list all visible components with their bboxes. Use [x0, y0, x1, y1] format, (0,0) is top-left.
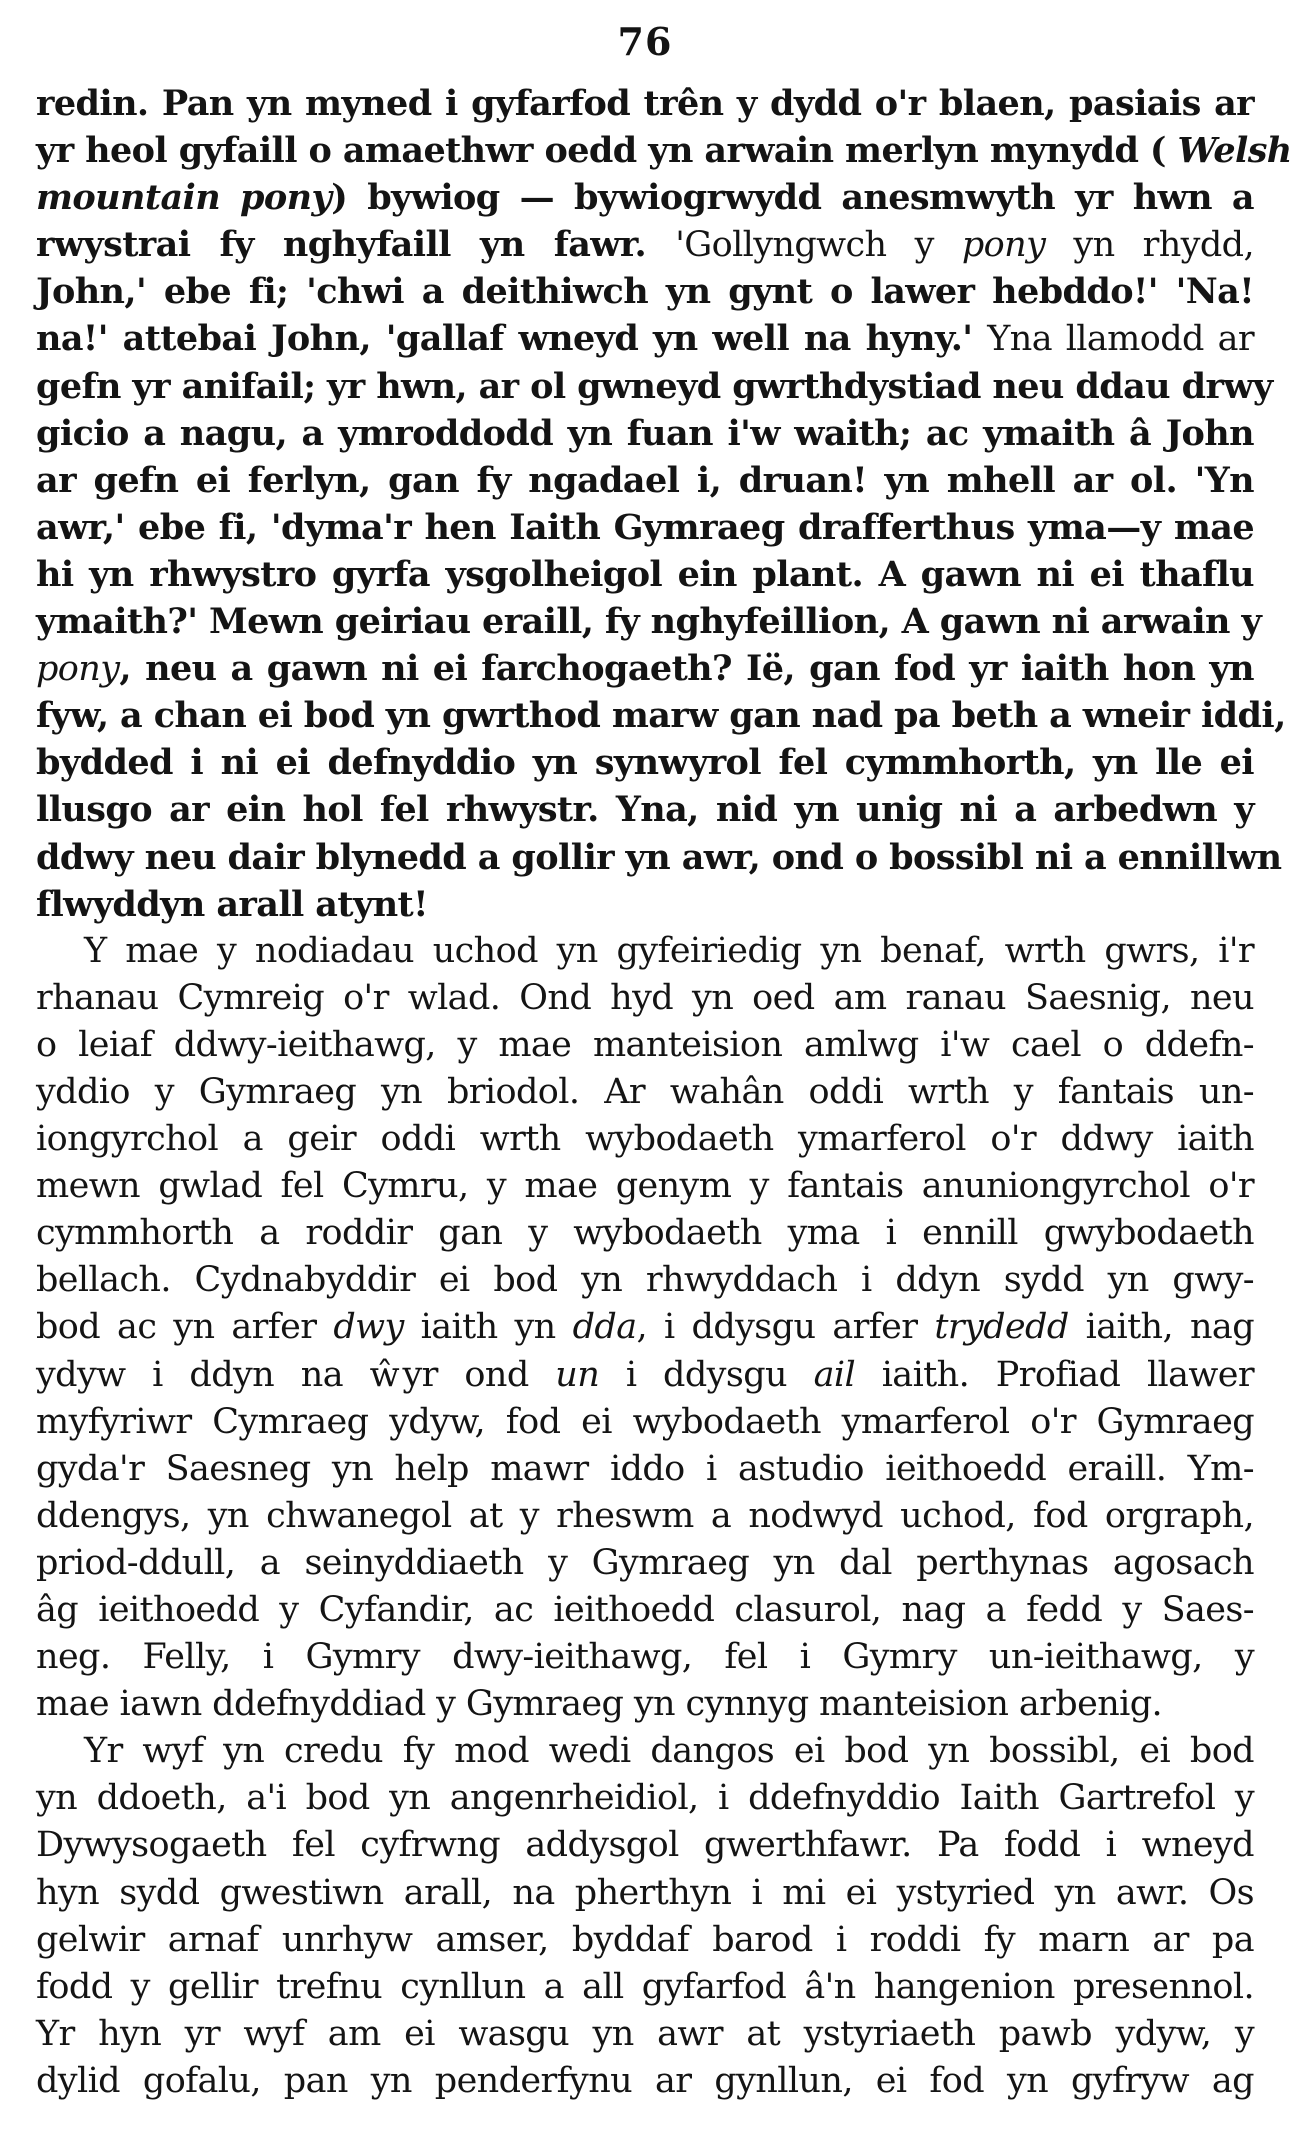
- text-segment: o leiaf ddwy-ieithawg, y mae manteision amlwg i'w cael o ddefn-: [36, 1024, 1254, 1065]
- text-segment: ymaith?' Mewn geiriau eraill, fy nghyfeillion, A gawn ni arwain y: [36, 601, 1262, 643]
- text-line: [36, 127, 1292, 174]
- text-segment: iaith, nag: [1068, 1307, 1254, 1348]
- text-segment: Yr wyf yn credu fy mod wedi dangos ei bod yn bossibl, ei bod: [84, 1731, 1254, 1772]
- text-segment: dylid gofalu, pan yn penderfynu ar gynllun, ei fod yn gyfryw ag: [36, 2060, 1254, 2101]
- text-segment: yn ddoeth, a'i bod yn angenrheidiol, i ddefnyddio Iaith Gartrefol y: [36, 1778, 1254, 1819]
- text-segment: yn rhydd,: [1045, 225, 1254, 266]
- text-line: [36, 1728, 1254, 1775]
- text-line: [36, 1399, 1254, 1446]
- text-line: [36, 1775, 1254, 1822]
- text-segment: bellach. Cydnabyddir ei bod yn rhwyddach i ddyn sydd yn gwy-: [36, 1260, 1254, 1301]
- text-segment: priod-ddull, a seinyddiaeth y Gymraeg yn dal perthynas agosach: [36, 1542, 1254, 1583]
- text-segment: Yna llamodd ar: [987, 319, 1254, 360]
- text-line: [36, 221, 1254, 268]
- text-segment: , neu a gawn ni ei farchogaeth? Ië, gan fod yr iaith hon yn: [119, 648, 1254, 690]
- text-line: [36, 786, 1254, 833]
- text-segment: myfyriwr Cymraeg ydyw, fod ei wybodaeth ymarferol o'r Gymraeg: [36, 1401, 1254, 1442]
- text-line: [36, 315, 1254, 362]
- text-segment: ydyw i ddyn na ŵyr ond: [36, 1354, 556, 1395]
- text-line: [36, 1022, 1254, 1069]
- text-line: [36, 504, 1254, 551]
- text-segment: llusgo ar ein hol fel rhwystr. Yna, nid yn unig ni a arbedwn y: [36, 789, 1254, 831]
- text-segment: yr heol gyfaill o amaethwr oedd yn arwain merlyn mynydd (: [36, 130, 1178, 172]
- text-segment: ddengys, yn chwanegol at y rheswm a nodwyd uchod, fod orgraph,: [36, 1495, 1254, 1536]
- text-segment: dda: [572, 1307, 637, 1348]
- text-line: [36, 1587, 1254, 1634]
- text-line: [36, 1352, 1254, 1399]
- text-line: [36, 1493, 1254, 1540]
- text-segment: âg ieithoedd y Cyfandir, ac ieithoedd clasurol, nag a fedd y Saes-: [36, 1590, 1254, 1630]
- text-segment: John,' ebe fi; 'chwi a deithiwch yn gynt o lawer hebddo!' 'Na!: [36, 271, 1254, 313]
- text-segment: neg. Felly, i Gymry dwy-ieithawg, fel i Gymry un-ieithawg, y: [36, 1637, 1254, 1678]
- text-line: [36, 410, 1254, 457]
- text-line: [36, 1304, 1254, 1351]
- text-line: [36, 457, 1254, 504]
- text-segment: hi yn rhwystro gyrfa ysgolheigol ein plant. A gawn ni ei thaflu: [36, 553, 1254, 595]
- text-segment: iaith yn: [403, 1307, 573, 1348]
- text-segment: un: [555, 1354, 600, 1395]
- text-line: [36, 1540, 1254, 1587]
- text-segment: cymmhorth a roddir gan y wybodaeth yma i ennill gwybodaeth: [36, 1213, 1254, 1254]
- text-line: [36, 2058, 1254, 2105]
- text-line: [36, 834, 1282, 881]
- text-line: [36, 1964, 1254, 2011]
- text-segment: rwystrai fy nghyfaill yn fawr.: [36, 224, 676, 266]
- text-line: [36, 598, 1262, 645]
- text-segment: trydedd: [934, 1307, 1069, 1348]
- text-segment: ddwy neu dair blynedd a gollir yn awr, ond o bossibl ni a ennillwn: [36, 836, 1282, 878]
- text-line: [36, 2011, 1254, 2058]
- book-page: [36, 0, 1292, 2136]
- body-text: [36, 80, 1292, 2105]
- text-segment: Dywysogaeth fel cyfrwng addysgol gwerthfawr. Pa fodd i wneyd: [36, 1825, 1254, 1866]
- text-segment: hyn sydd gwestiwn arall, na pherthyn i mi ei ystyried yn awr. Os: [36, 1872, 1254, 1913]
- text-segment: gelwir arnaf unrhyw amser, byddaf barod i roddi fy marn ar pa: [36, 1919, 1254, 1960]
- text-line: [36, 1681, 1254, 1728]
- text-line: [36, 1822, 1254, 1869]
- text-line: [36, 1163, 1254, 1210]
- text-line: [36, 1116, 1254, 1163]
- text-segment: bod ac yn arfer: [36, 1307, 334, 1348]
- text-segment: ar gefn ei ferlyn, gan fy ngadael i, druan! yn mhell ar ol. 'Yn: [36, 459, 1254, 501]
- text-line: [36, 1257, 1254, 1304]
- text-segment: mountain pony: [36, 177, 332, 219]
- text-segment: fodd y gellir trefnu cynllun a all gyfarfod â'n hangenion presennol.: [36, 1966, 1254, 2007]
- text-line: [36, 1917, 1254, 1964]
- text-segment: gefn yr anifail; yr hwn, ar ol gwneyd gwrthdystiad neu ddau drwy: [36, 365, 1273, 407]
- text-line: [36, 363, 1273, 410]
- text-line: [36, 975, 1254, 1022]
- text-segment: mewn gwlad fel Cymru, y mae genym y fantais anuniongyrchol o'r: [36, 1166, 1254, 1207]
- text-line: [36, 1446, 1254, 1493]
- text-segment: mae iawn ddefnyddiad y Gymraeg yn cynnyg manteision arbenig.: [36, 1684, 1163, 1725]
- text-segment: , i ddysgu arfer: [636, 1307, 935, 1348]
- text-line: [36, 1069, 1254, 1116]
- text-segment: Yr hyn yr wyf am ei wasgu yn awr at ystyriaeth pawb ydyw, y: [36, 2013, 1254, 2054]
- text-line: [36, 928, 1254, 975]
- text-segment: yddio y Gymraeg yn briodol. Ar wahân oddi wrth y fantais un-: [36, 1071, 1254, 1112]
- text-line: [36, 645, 1254, 692]
- text-segment: redin. Pan yn myned i gyfarfod trên y dydd o'r blaen, pasiais ar: [36, 83, 1254, 124]
- text-segment: iongyrchol a geir oddi wrth wybodaeth ymarferol o'r ddwy iaith: [36, 1119, 1254, 1160]
- page-number: 76: [617, 19, 673, 64]
- text-segment: ) bywiog — bywiogrwydd anesmwyth yr hwn a: [331, 177, 1254, 219]
- text-line: [36, 174, 1254, 221]
- text-segment: gicio a nagu, a ymroddodd yn fuan i'w waith; ac ymaith â John: [36, 412, 1254, 454]
- text-line: [36, 692, 1286, 739]
- text-segment: gyda'r Saesneg yn help mawr iddo i astudio ieithoedd eraill. Ym-: [36, 1448, 1254, 1489]
- text-segment: fyw, a chan ei bod yn gwrthod marw gan nad pa beth a wneir iddi,: [36, 695, 1286, 737]
- text-segment: bydded i ni ei defnyddio yn synwyrol fel cymmhorth, yn lle ei: [36, 742, 1254, 784]
- text-segment: flwyddyn arall atynt!: [36, 883, 428, 925]
- text-segment: na!' attebai John, 'gallaf wneyd yn well na hyny.': [36, 318, 988, 360]
- text-segment: i ddysgu: [599, 1354, 814, 1395]
- text-segment: pony: [961, 225, 1046, 266]
- text-segment: awr,' ebe fi, 'dyma'r hen Iaith Gymraeg drafferthus yma—y mae: [36, 506, 1254, 548]
- text-segment: Y mae y nodiadau uchod yn gyfeiriedig yn benaf, wrth gwrs, i'r: [84, 930, 1254, 971]
- text-segment: rhanau Cymreig o'r wlad. Ond hyd yn oed am ranau Saesnig, neu: [36, 977, 1254, 1018]
- text-segment: pony: [36, 649, 120, 690]
- text-line: [36, 739, 1254, 786]
- text-line: [36, 80, 1254, 127]
- text-line: [36, 1634, 1254, 1681]
- text-line: [36, 1870, 1254, 1917]
- text-segment: 'Gollyngwch y: [675, 225, 962, 266]
- text-segment: iaith. Profiad llawer: [855, 1354, 1255, 1395]
- text-line: [36, 1210, 1254, 1257]
- text-line: [36, 881, 1254, 928]
- text-line: [36, 268, 1254, 315]
- text-segment: dwy: [333, 1307, 404, 1348]
- text-segment: ail: [813, 1354, 856, 1395]
- text-line: [36, 551, 1254, 598]
- text-segment: Welsh: [1177, 130, 1292, 172]
